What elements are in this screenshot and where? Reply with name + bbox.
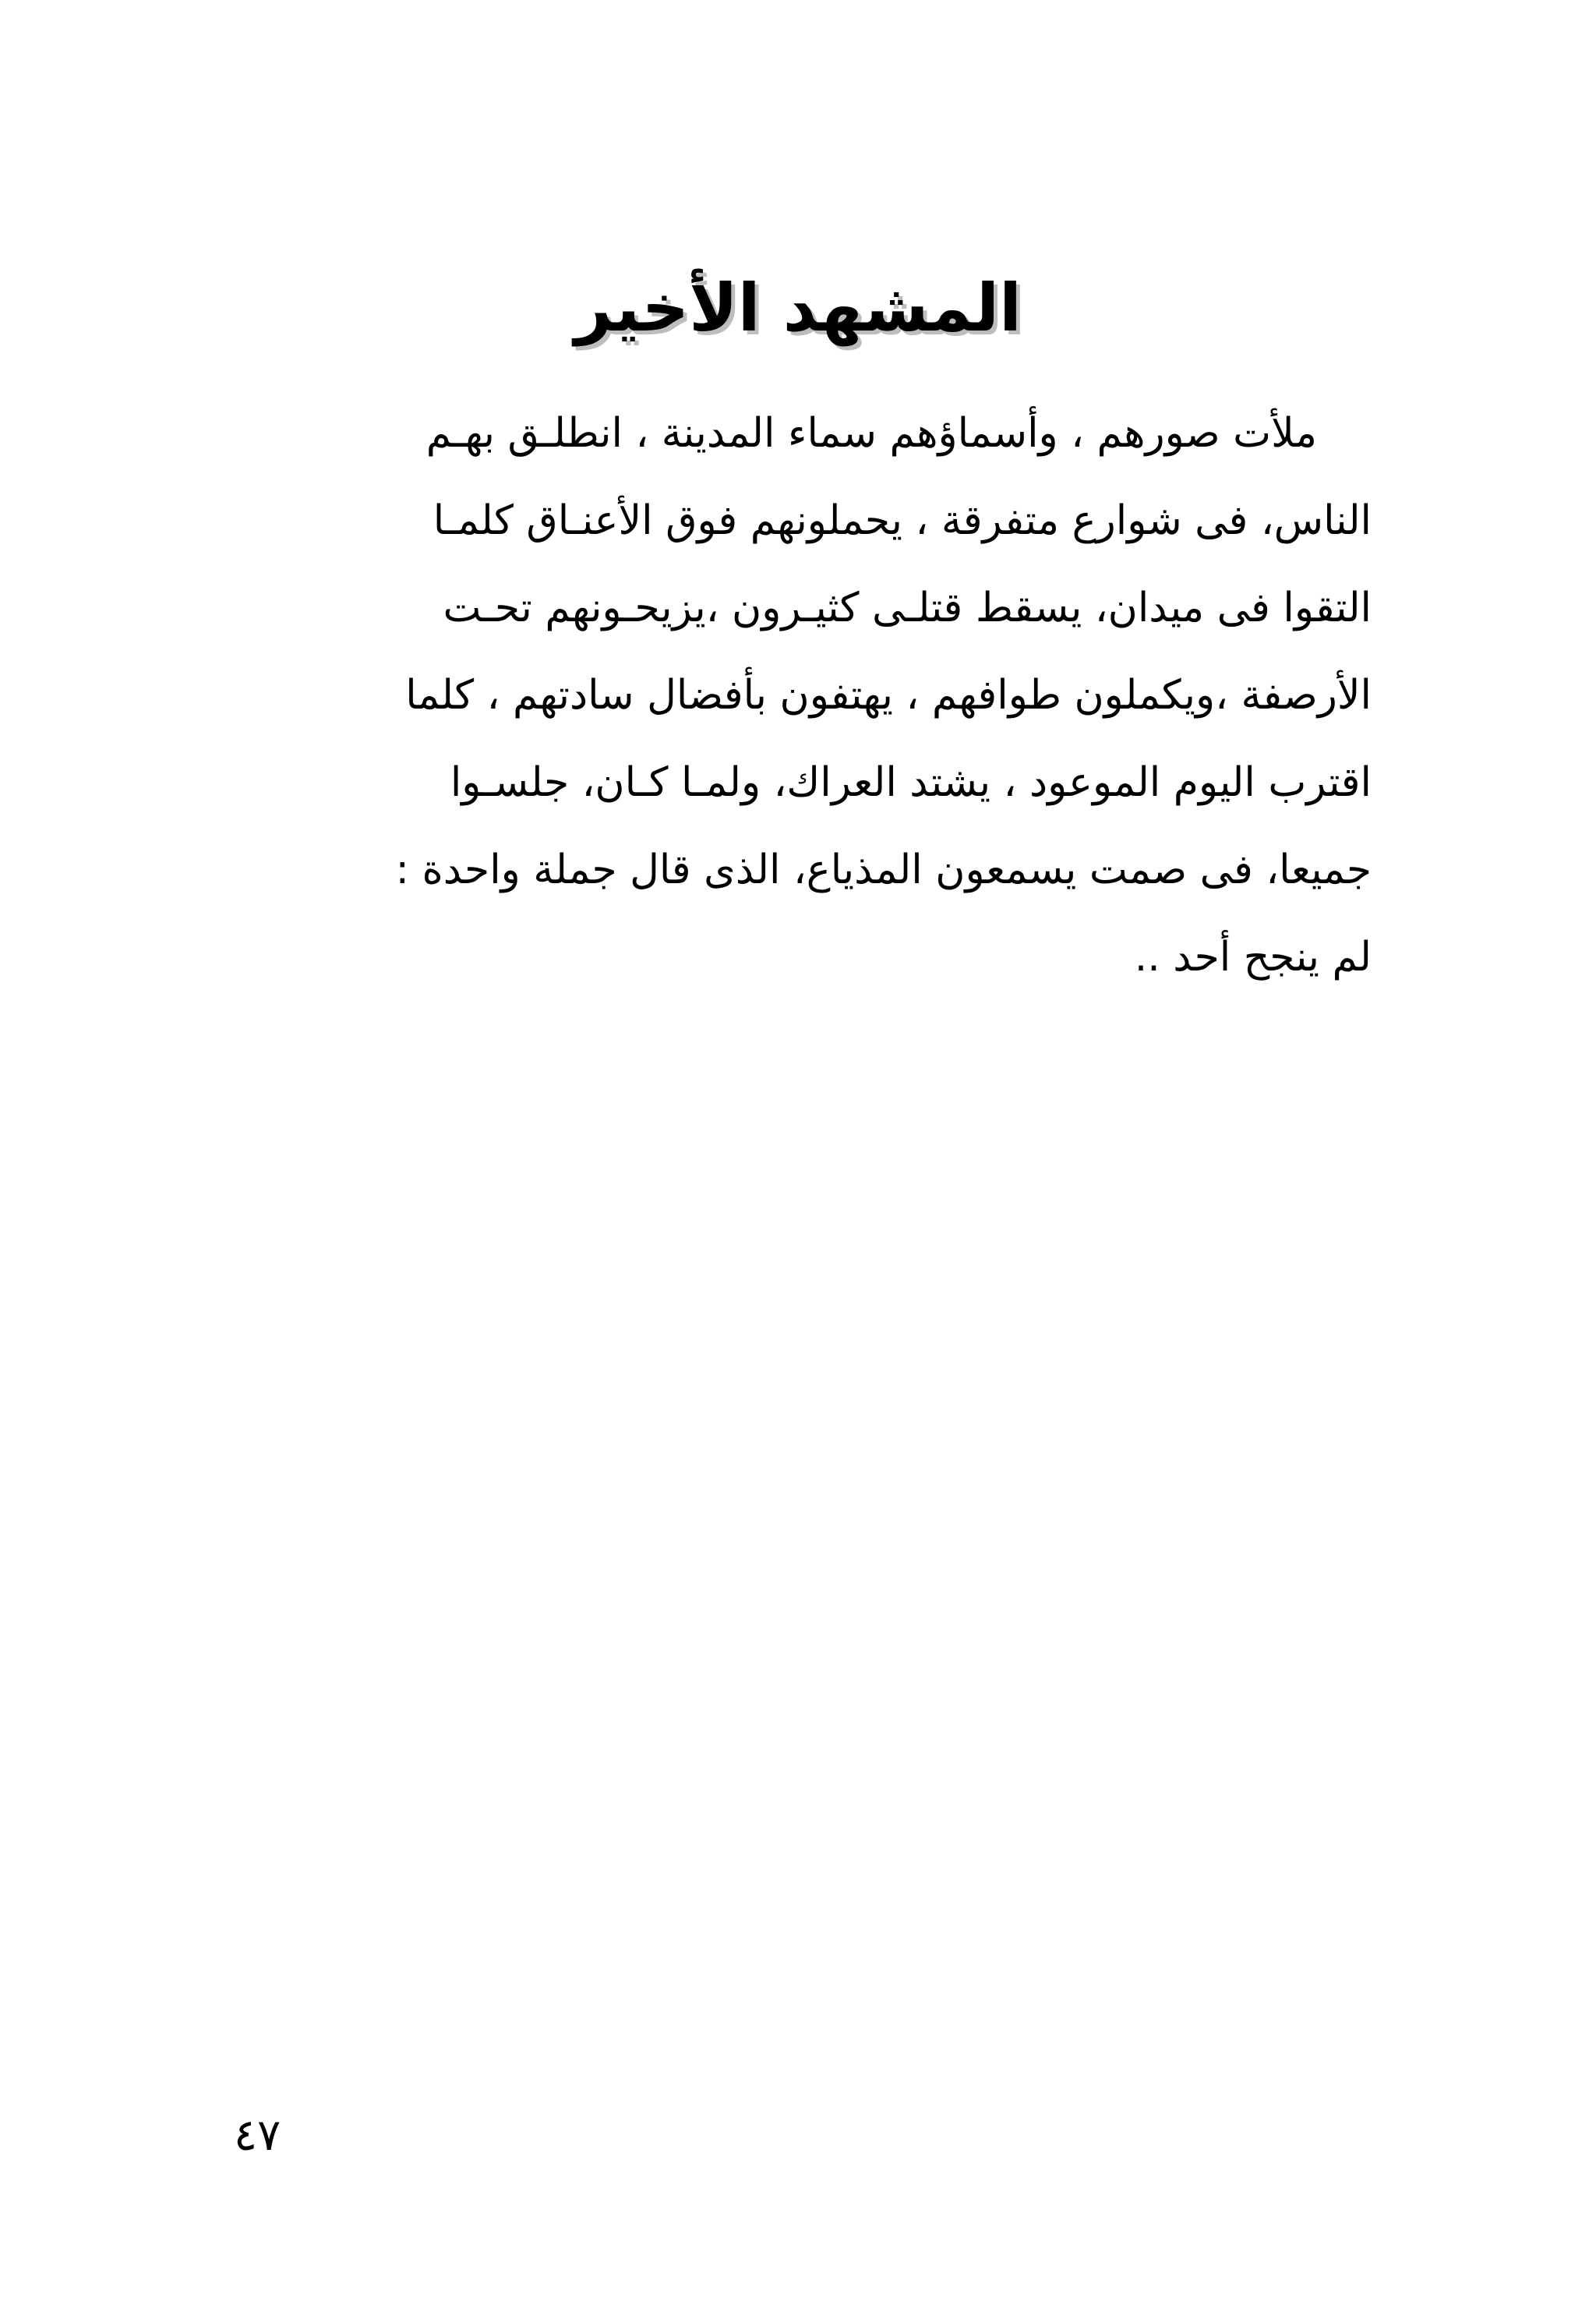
- paragraph-line: الأرصفة ،ويكملون طوافهم ، يهتفون بأفضال سادتهم ، كلما: [405, 672, 1372, 719]
- page-number: ٤٧: [234, 2110, 281, 2161]
- paragraph-line: جميعا، فى صمت يسمعون المذياع، الذى قال جملة واحدة :: [395, 847, 1372, 893]
- story-paragraph: [234, 390, 1372, 1001]
- paragraph-line: الناس، فى شوارع متفرقة ، يحملونهم فوق الأعنـاق كلمـا: [433, 497, 1372, 544]
- paragraph-line: لم ينجح أحد ..: [1134, 934, 1372, 981]
- paragraph-line: اقترب اليوم الموعود ، يشتد العراك، ولمـا كـان، جلسـوا: [450, 759, 1372, 806]
- paragraph-line: ملأت صورهم ، وأسماؤهم سماء المدينة ، انطلـق بهـم: [425, 410, 1317, 457]
- paragraph-line: التقوا فى ميدان، يسقط قتلـى كثيـرون ،يزيحـونهم تحـت: [443, 585, 1372, 631]
- page-title: المشهد الأخير: [574, 270, 1022, 346]
